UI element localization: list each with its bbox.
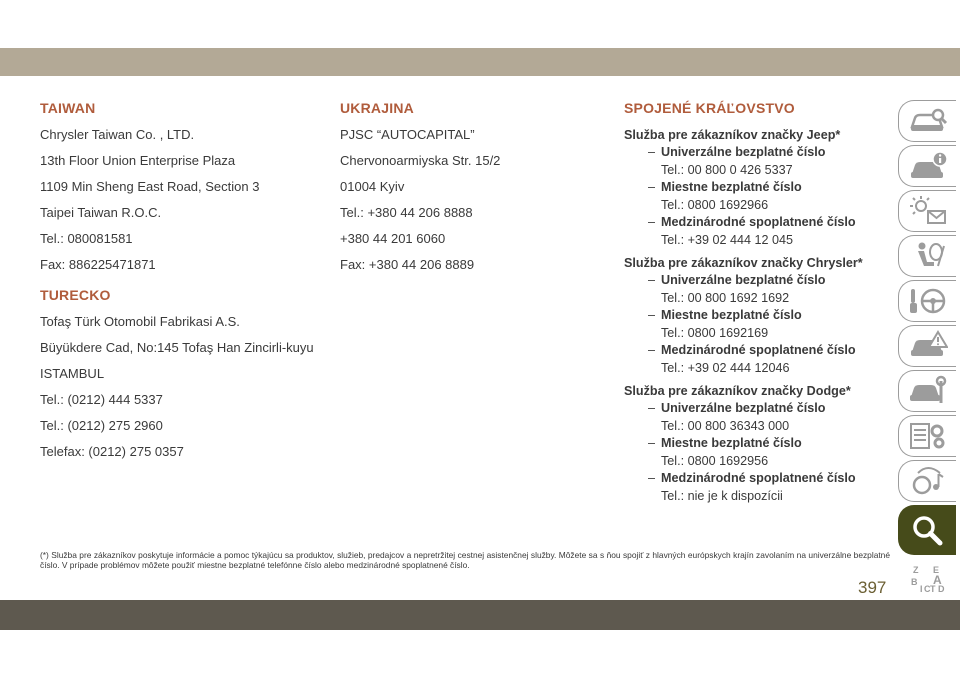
index-letter: C: [924, 584, 931, 594]
phone-value: Tel.: 0800 1692169: [661, 325, 769, 340]
entry-label: Miestne bezplatné číslo: [661, 180, 802, 194]
turkey-line: Büyükdere Cad, No:145 Tofaş Han Zincirli-kuyu: [40, 340, 314, 355]
ukraine-line: +380 44 201 6060: [340, 231, 446, 246]
page-number: 397: [858, 578, 887, 597]
entry-label: Univerzálne bezplatné číslo: [661, 273, 826, 287]
entry-label: Medzinárodné spoplatnené číslo: [661, 471, 856, 485]
turkey-line: Tofaş Türk Otomobil Fabrikasi A.S.: [40, 314, 240, 329]
phone-value: Tel.: +39 02 444 12046: [661, 360, 790, 375]
entry-label: Univerzálne bezplatné číslo: [661, 401, 826, 415]
phone-entry: – Miestne bezplatné číslo: [648, 436, 802, 450]
car-search-icon[interactable]: [898, 100, 956, 142]
phone-entry: – Miestne bezplatné číslo: [648, 180, 802, 194]
index-letter: T: [930, 584, 936, 594]
turkey-line: ISTAMBUL: [40, 366, 105, 381]
brand-title: Služba pre zákazníkov značky Dodge*: [624, 384, 851, 398]
phone-entry: – Medzinárodné spoplatnené číslo: [648, 215, 856, 229]
car-info-icon[interactable]: [898, 145, 956, 187]
brand-group-jeep: [624, 127, 894, 249]
brand-group-chrysler: [624, 255, 894, 377]
brand-title: Služba pre zákazníkov značky Chrysler*: [624, 256, 863, 270]
phone-entry: – Medzinárodné spoplatnené číslo: [648, 471, 856, 485]
phone-value: Tel.: 0800 1692966: [661, 197, 769, 212]
taiwan-line: Taipei Taiwan R.O.C.: [40, 205, 162, 220]
ukraine-line: 01004 Kyiv: [340, 179, 405, 194]
specs-gears-icon[interactable]: [898, 415, 956, 457]
magnifier-search-icon[interactable]: [898, 505, 956, 555]
ukraine-line: Fax: +380 44 206 8889: [340, 257, 475, 272]
phone-entry: – Univerzálne bezplatné číslo: [648, 401, 826, 415]
taiwan-line: 13th Floor Union Enterprise Plaza: [40, 153, 236, 168]
warning-lights-icon[interactable]: [898, 190, 956, 232]
car-warning-triangle-icon[interactable]: [898, 325, 956, 367]
phone-value: Tel.: 0800 1692956: [661, 453, 769, 468]
footer-band: [0, 600, 960, 630]
entry-label: Medzinárodné spoplatnené číslo: [661, 343, 856, 357]
ukraine-line: Tel.: +380 44 206 8888: [340, 205, 473, 220]
phone-value: Tel.: 00 800 1692 1692: [661, 290, 790, 305]
entry-label: Miestne bezplatné číslo: [661, 436, 802, 450]
section-heading-turkey: TURECKO: [40, 287, 111, 303]
index-letter: D: [938, 584, 945, 594]
taiwan-line: Tel.: 080081581: [40, 231, 133, 246]
phone-entry: – Univerzálne bezplatné číslo: [648, 273, 826, 287]
phone-value: Tel.: nie je k dispozícii: [661, 488, 783, 503]
ukraine-line: PJSC “AUTOCAPITAL”: [340, 127, 475, 142]
phone-entry: – Univerzálne bezplatné číslo: [648, 145, 826, 159]
index-letter: Z: [913, 565, 919, 575]
multimedia-music-icon[interactable]: [898, 460, 956, 502]
column-left: [40, 100, 322, 470]
index-letter: B: [911, 577, 918, 587]
taiwan-line: Chrysler Taiwan Co. , LTD.: [40, 127, 195, 142]
index-letter: E: [933, 565, 940, 575]
car-wrench-icon[interactable]: [898, 370, 956, 412]
phone-value: Tel.: 00 800 36343 000: [661, 418, 790, 433]
phone-entry: – Medzinárodné spoplatnené číslo: [648, 343, 856, 357]
entry-label: Miestne bezplatné číslo: [661, 308, 802, 322]
index-letter: A: [933, 573, 942, 587]
column-right: [624, 100, 894, 511]
section-heading-taiwan: TAIWAN: [40, 100, 96, 116]
phone-value: Tel.: +39 02 444 12 045: [661, 232, 793, 247]
entry-label: Medzinárodné spoplatnené číslo: [661, 215, 856, 229]
entry-label: Univerzálne bezplatné číslo: [661, 145, 826, 159]
chapter-tabs: [898, 100, 960, 603]
index-letter: I: [920, 584, 923, 594]
column-middle: [340, 100, 610, 283]
ukraine-line: Chervonoarmiyska Str. 15/2: [340, 153, 501, 168]
section-heading-uk: SPOJENÉ KRÁĽOVSTVO: [624, 100, 795, 116]
footnote: (*) Služba pre zákazníkov poskytuje informácie a pomoc týkajúcu sa produktov, služieb, predajcov a nepretržitej cestnej asistenčnej služby. Môžete sa s ňou spojiť z hlavných európskych krajín zavolaním na univerzálne bezplatné číslo. V prípade problémov môžete použiť miestne bezplatné telefónne číslo alebo medzinárodné spoplatnené číslo.: [40, 550, 890, 570]
header-band: [0, 48, 960, 76]
phone-entry: – Miestne bezplatné číslo: [648, 308, 802, 322]
taiwan-line: 1109 Min Sheng East Road, Section 3: [40, 179, 260, 194]
brand-title: Služba pre zákazníkov značky Jeep*: [624, 128, 841, 142]
steering-wheel-icon[interactable]: [898, 280, 956, 322]
phone-value: Tel.: 00 800 0 426 5337: [661, 162, 793, 177]
section-heading-ukraine: UKRAJINA: [340, 100, 414, 116]
turkey-line: Tel.: (0212) 275 2960: [40, 418, 163, 433]
alphabetical-index-icon[interactable]: [898, 558, 956, 600]
turkey-line: Tel.: (0212) 444 5337: [40, 392, 163, 407]
brand-group-dodge: [624, 383, 894, 505]
airbag-seat-icon[interactable]: [898, 235, 956, 277]
taiwan-line: Fax: 886225471871: [40, 257, 156, 272]
turkey-line: Telefax: (0212) 275 0357: [40, 444, 184, 459]
